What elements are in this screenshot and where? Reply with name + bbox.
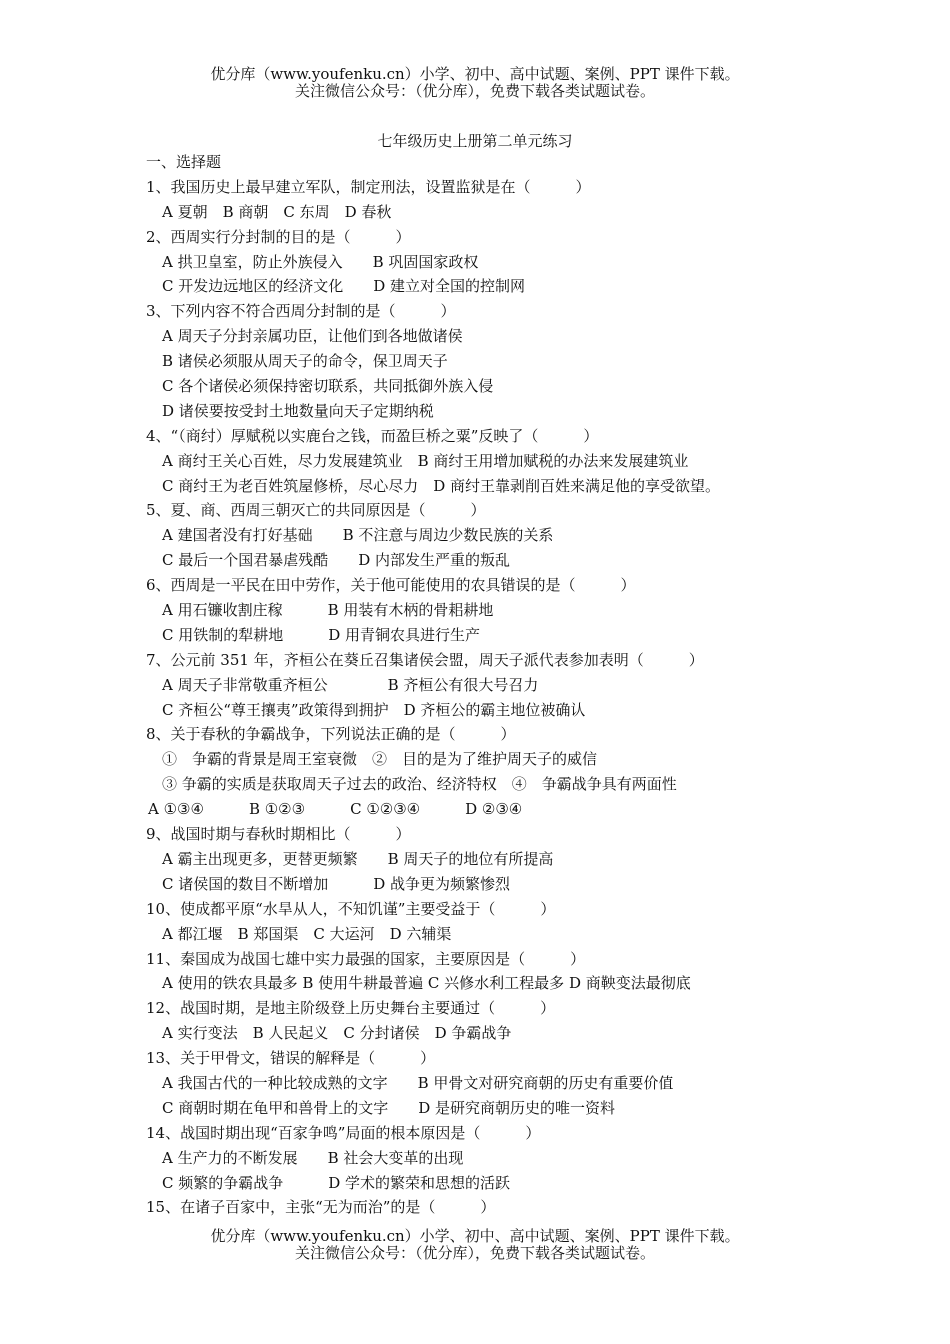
question-options: A 周天子分封亲属功臣，让他们到各地做诸侯 — [162, 327, 463, 346]
question-options: A 霸主出现更多，更替更频繁 B 周天子的地位有所提高 — [162, 849, 554, 868]
question-options: A 拱卫皇室，防止外族侵入 B 巩固国家政权 — [162, 252, 479, 271]
question-stem: 5、夏、商、西周三朝灭亡的共同原因是（ ） — [146, 501, 486, 520]
question-options: C 开发边远地区的经济文化 D 建立对全国的控制网 — [162, 277, 526, 296]
section-heading: 一、选择题 — [146, 153, 222, 171]
question-options: C 用铁制的犁耕地 D 用青铜农具进行生产 — [162, 625, 481, 644]
question-list — [146, 150, 926, 1220]
question-stem: 13、关于甲骨文，错误的解释是（ ） — [146, 1049, 436, 1068]
question-options: A 周天子非常敬重齐桓公 B 齐桓公有很大号召力 — [162, 675, 539, 694]
question-options: ① 争霸的背景是周王室衰微 ② 目的是为了维护周天子的威信 — [162, 750, 598, 769]
question-stem: 10、使成都平原“水旱从人，不知饥谨”主要受益于（ ） — [146, 899, 556, 918]
question-options: ③ 争霸的实质是获取周天子过去的政治、经济特权 ④ 争霸战争具有两面性 — [162, 775, 677, 794]
question-stem: 1、我国历史上最早建立军队，制定刑法，设置监狱是在（ ） — [146, 177, 591, 196]
question-stem: 9、战国时期与春秋时期相比（ ） — [146, 825, 411, 844]
question-stem: 14、战国时期出现“百家争鸣”局面的根本原因是（ ） — [146, 1123, 541, 1142]
question-options: C 频繁的争霸战争 D 学术的繁荣和思想的活跃 — [162, 1173, 511, 1192]
question-stem: 8、关于春秋的争霸战争，下列说法正确的是（ ） — [146, 725, 516, 744]
question-options: C 最后一个国君暴虐残酷 D 内部发生严重的叛乱 — [162, 551, 511, 570]
question-options: A 用石镰收割庄稼 B 用装有木柄的骨耜耕地 — [162, 601, 494, 620]
question-stem: 6、西周是一平民在田中劳作，关于他可能使用的农具错误的是（ ） — [146, 576, 636, 595]
question-options: A 实行变法 B 人民起义 C 分封诸侯 D 争霸战争 — [162, 1024, 512, 1043]
header-line-2: 关注微信公众号：（优分库），免费下载各类试题试卷。 — [294, 82, 655, 100]
page-footer — [0, 1228, 950, 1262]
question-options: C 诸侯国的数目不断增加 D 战争更为频繁惨烈 — [162, 874, 511, 893]
question-options: A 使用的铁农具最多 B 使用牛耕最普遍 C 兴修水利工程最多 D 商鞅变法最彻底 — [162, 974, 691, 993]
footer-line-2: 关注微信公众号：（优分库），免费下载各类试题试卷。 — [294, 1244, 655, 1262]
document-title: 七年级历史上册第二单元练习 — [377, 132, 573, 150]
question-options: A 商纣王关心百姓，尽力发展建筑业 B 商纣王用增加赋税的办法来发展建筑业 — [162, 451, 689, 470]
question-stem: 11、秦国成为战国七雄中实力最强的国家，主要原因是（ ） — [146, 949, 586, 968]
question-options: C 商朝时期在龟甲和兽骨上的文字 D 是研究商朝历史的唯一资料 — [162, 1098, 616, 1117]
question-options: A 我国古代的一种比较成熟的文字 B 甲骨文对研究商朝的历史有重要价值 — [162, 1073, 674, 1092]
question-stem: 15、在诸子百家中，主张“无为而治”的是（ ） — [146, 1198, 496, 1217]
question-options: A 生产力的不断发展 B 社会大变革的出现 — [162, 1148, 464, 1167]
page-header — [0, 66, 950, 100]
question-options: B 诸侯必须服从周天子的命令，保卫周天子 — [162, 352, 448, 371]
question-options: D 诸侯要按受封土地数量向天子定期纳税 — [162, 401, 434, 420]
question-stem: 7、公元前 351 年，齐桓公在葵丘召集诸侯会盟，周天子派代表参加表明（ ） — [146, 650, 704, 669]
question-options: C 各个诸侯必须保持密切联系，共同抵御外族入侵 — [162, 377, 494, 396]
footer-line-1: 优分库（www.youfenku.cn）小学、初中、高中试题、案例、PPT 课件下载。 — [210, 1227, 740, 1245]
header-line-1: 优分库（www.youfenku.cn）小学、初中、高中试题、案例、PPT 课件下载。 — [210, 65, 740, 83]
question-stem: 4、“（商纣）厚赋税以实鹿台之钱，而盈巨桥之粟”反映了（ ） — [146, 426, 599, 445]
question-stem: 12、战国时期，是地主阶级登上历史舞台主要通过（ ） — [146, 999, 556, 1018]
question-options: A 都江堰 B 郑国渠 C 大运河 D 六辅渠 — [162, 924, 452, 943]
question-options: C 齐桓公“尊王攘夷”政策得到拥护 D 齐桓公的霸主地位被确认 — [162, 700, 586, 719]
question-answer-choices: A ①③④ B ①②③ C ①②③④ D ②③④ — [148, 800, 523, 819]
question-options: C 商纣王为老百姓筑屋修桥，尽心尽力 D 商纣王靠剥削百姓来满足他的享受欲望。 — [162, 476, 721, 495]
question-options: A 夏朝 B 商朝 C 东周 D 春秋 — [162, 202, 392, 221]
question-stem: 2、西周实行分封制的目的是（ ） — [146, 227, 411, 246]
question-stem: 3、下列内容不符合西周分封制的是（ ） — [146, 302, 456, 321]
question-options: A 建国者没有打好基础 B 不注意与周边少数民族的关系 — [162, 526, 554, 545]
